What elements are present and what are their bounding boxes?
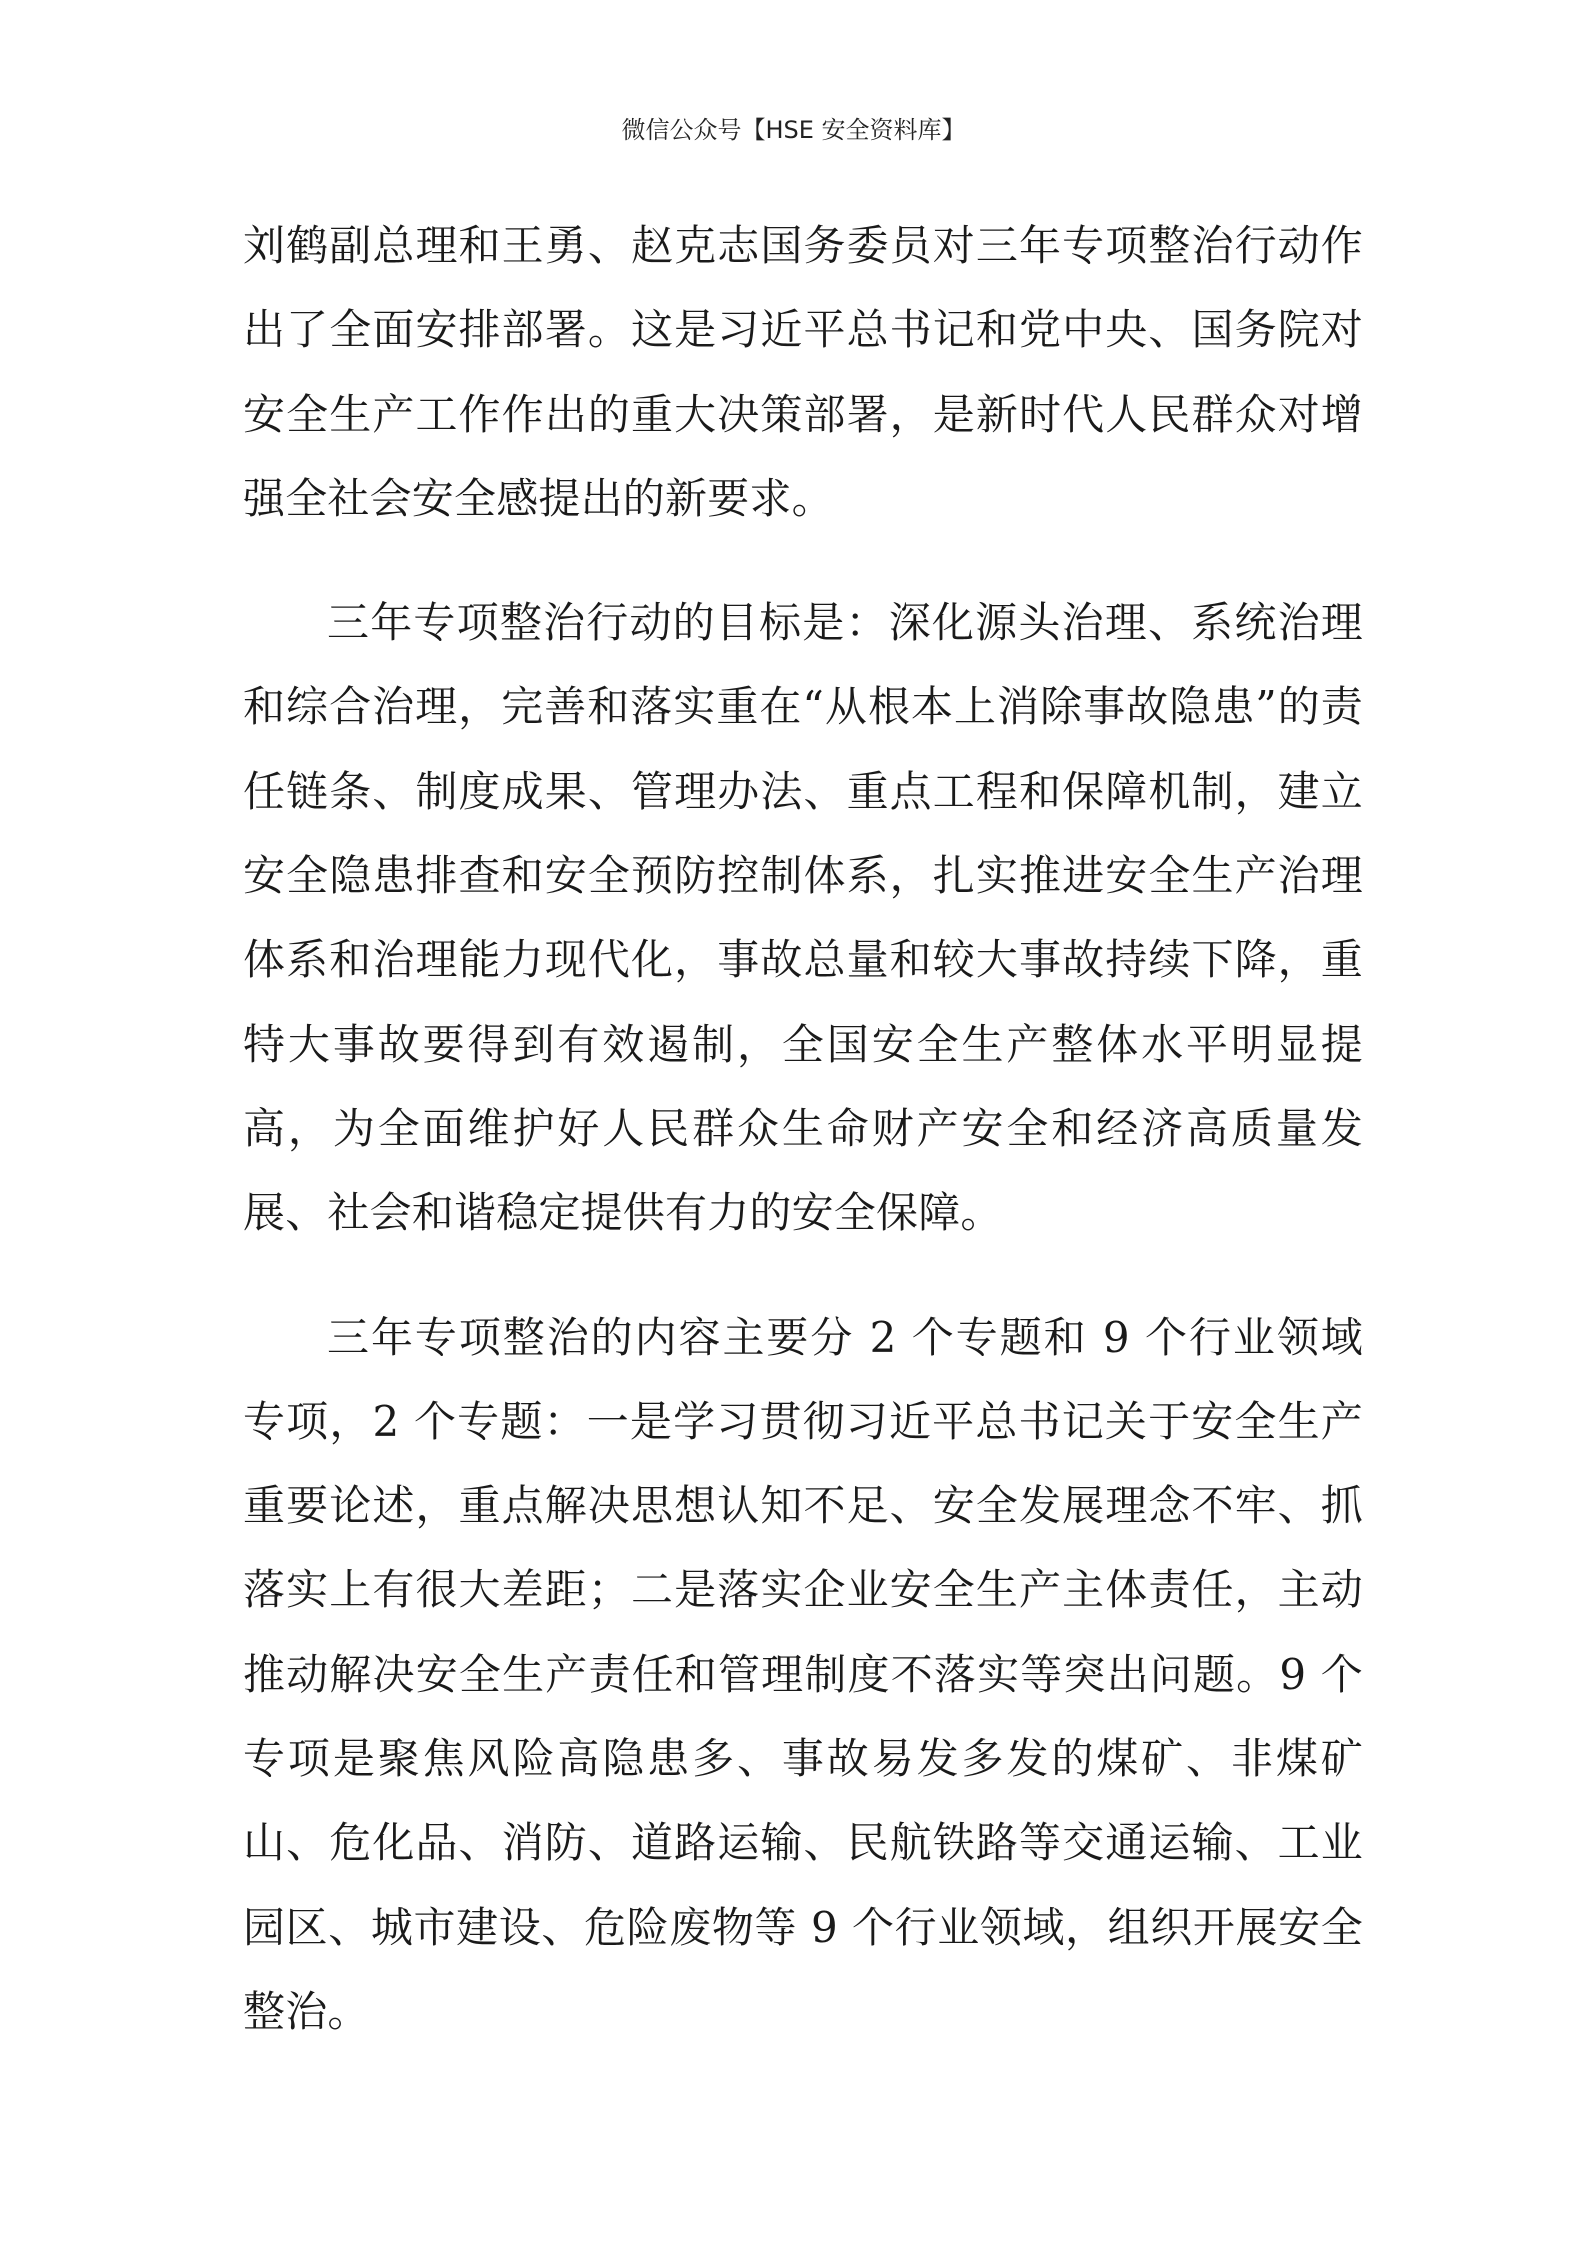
paragraph-deployment: 刘鹤副总理和王勇、赵克志国务委员对三年专项整治行动作出了全面安排部署。这是习近平总书记和党中央、国务院对安全生产工作作出的重大决策部署，是新时代人民群众对增强全社会安全感提出的新要求。 xyxy=(243,221,1363,523)
paragraph-content: 三年专项整治的内容主要分 2 个专题和 9 个行业领域专项，2 个专题：一是学习贯彻习近平总书记关于安全生产重要论述，重点解决思想认知不足、安全发展理念不牢、抓落实上有很大差距；二是落实企业安全生产主体责任，主动推动解决安全生产责任和管理制度不落实等突出问题。9 个专项是聚焦风险高隐患多、事故易发多发的煤矿、非煤矿山、危化品、消防、道路运输、民航铁路等交通运输、工业园区、城市建设、危险废物等 9 个行业领域，组织开展安全整治。 xyxy=(243,1312,1363,2036)
paragraph-objectives: 三年专项整治行动的目标是：深化源头治理、系统治理和综合治理，完善和落实重在“从根本上消除事故隐患”的责任链条、制度成果、管理办法、重点工程和保障机制，建立安全隐患排查和安全预防控制体系，扎实推进安全生产治理体系和治理能力现代化，事故总量和较大事故持续下降，重特大事故要得到有效遏制，全国安全生产整体水平明显提高，为全面维护好人民群众生命财产安全和经济高质量发展、社会和谐稳定提供有力的安全保障。 xyxy=(243,598,1363,1238)
document-body xyxy=(243,204,1363,2054)
page-header: 微信公众号【HSE 安全资料库】 xyxy=(621,116,966,144)
